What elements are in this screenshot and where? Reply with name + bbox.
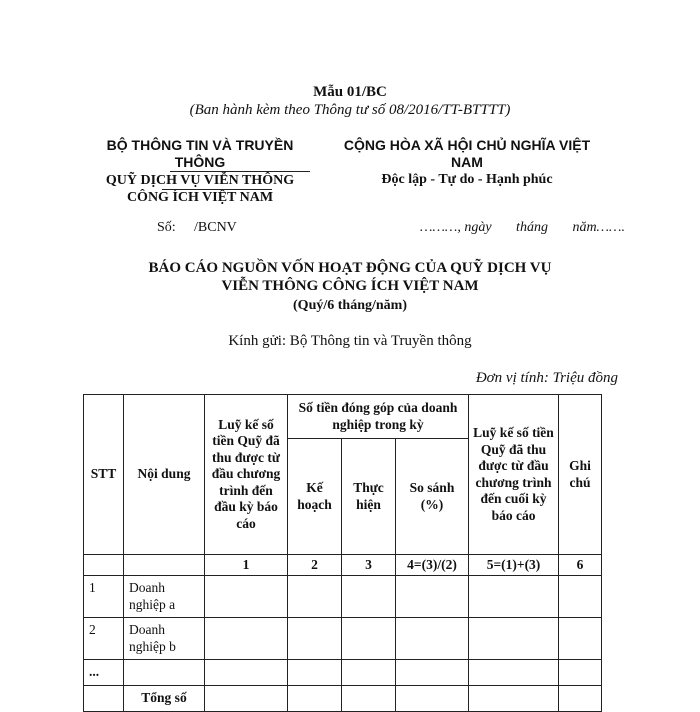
report-period: (Quý/6 tháng/năm): [293, 298, 407, 313]
header-note: Ghi chú: [559, 395, 602, 555]
row-content: Doanh nghiệp a: [124, 576, 205, 618]
table-row-total: [84, 685, 602, 711]
row-content: Tổng số: [124, 685, 205, 711]
row-stt: ...: [84, 660, 124, 686]
fund-name: QUỸ DỊCH VỤ VIỄN THÔNG CÔNG ÍCH VIỆT NAM: [105, 173, 295, 205]
index-cell: 3: [342, 555, 396, 576]
header-accum-start: Luỹ kế số tiền Quỹ đã thu được từ đầu chương trình đến đầu kỳ báo cáo: [205, 395, 288, 555]
index-cell: 5=(1)+(3): [469, 555, 559, 576]
document-number-value: /BCNV: [194, 220, 237, 235]
unit-of-measure: Đơn vị tính: Triệu đồng: [475, 370, 618, 386]
header-accum-end: Luỹ kế số tiền Quỹ đã thu được từ đầu chương trình đến cuối kỳ báo cáo: [469, 395, 559, 555]
row-content: [124, 660, 205, 686]
ministry-name: BỘ THÔNG TIN VÀ TRUYỀN THÔNG: [106, 137, 294, 170]
index-cell: 2: [288, 555, 342, 576]
report-title-line2: VIỄN THÔNG CÔNG ÍCH VIỆT NAM: [221, 278, 479, 294]
index-cell: 6: [559, 555, 602, 576]
index-cell: 4=(3)/(2): [396, 555, 469, 576]
header-actual: Thực hiện: [342, 439, 396, 555]
row-stt: [84, 685, 124, 711]
index-row: [84, 555, 602, 576]
document-number-label: Số:: [157, 220, 176, 235]
header-content: Nội dung: [124, 395, 205, 555]
ministry-underline: [170, 171, 310, 172]
date-line: ………, ngày tháng năm…….: [420, 220, 625, 235]
table-row: [84, 660, 602, 686]
row-stt: 1: [84, 576, 124, 618]
form-code: Mẫu 01/BC: [313, 84, 387, 100]
row-stt: 2: [84, 618, 124, 660]
table-row: [84, 618, 602, 660]
country-name: CỘNG HÒA XÃ HỘI CHỦ NGHĨA VIỆT NAM: [343, 137, 591, 170]
header-stt: STT: [84, 395, 124, 555]
index-cell: 1: [205, 555, 288, 576]
header-plan: Kế hoạch: [288, 439, 342, 555]
table-row: [84, 576, 602, 618]
report-table: [83, 394, 602, 712]
report-title-line1: BÁO CÁO NGUỒN VỐN HOẠT ĐỘNG CỦA QUỸ DỊCH VỤ: [148, 260, 552, 276]
row-content: Doanh nghiệp b: [124, 618, 205, 660]
recipient: Kính gửi: Bộ Thông tin và Truyền thông: [228, 333, 472, 349]
header-contribution: Số tiền đóng góp của doanh nghiệp trong kỳ: [288, 395, 469, 439]
header-compare: So sánh (%): [396, 439, 469, 555]
index-cell: [84, 555, 124, 576]
index-cell: [124, 555, 205, 576]
decree-reference: (Ban hành kèm theo Thông tư số 08/2016/TT-BTTTT): [189, 102, 511, 118]
national-motto: Độc lập - Tự do - Hạnh phúc: [381, 172, 553, 187]
fund-underline: [162, 189, 272, 190]
